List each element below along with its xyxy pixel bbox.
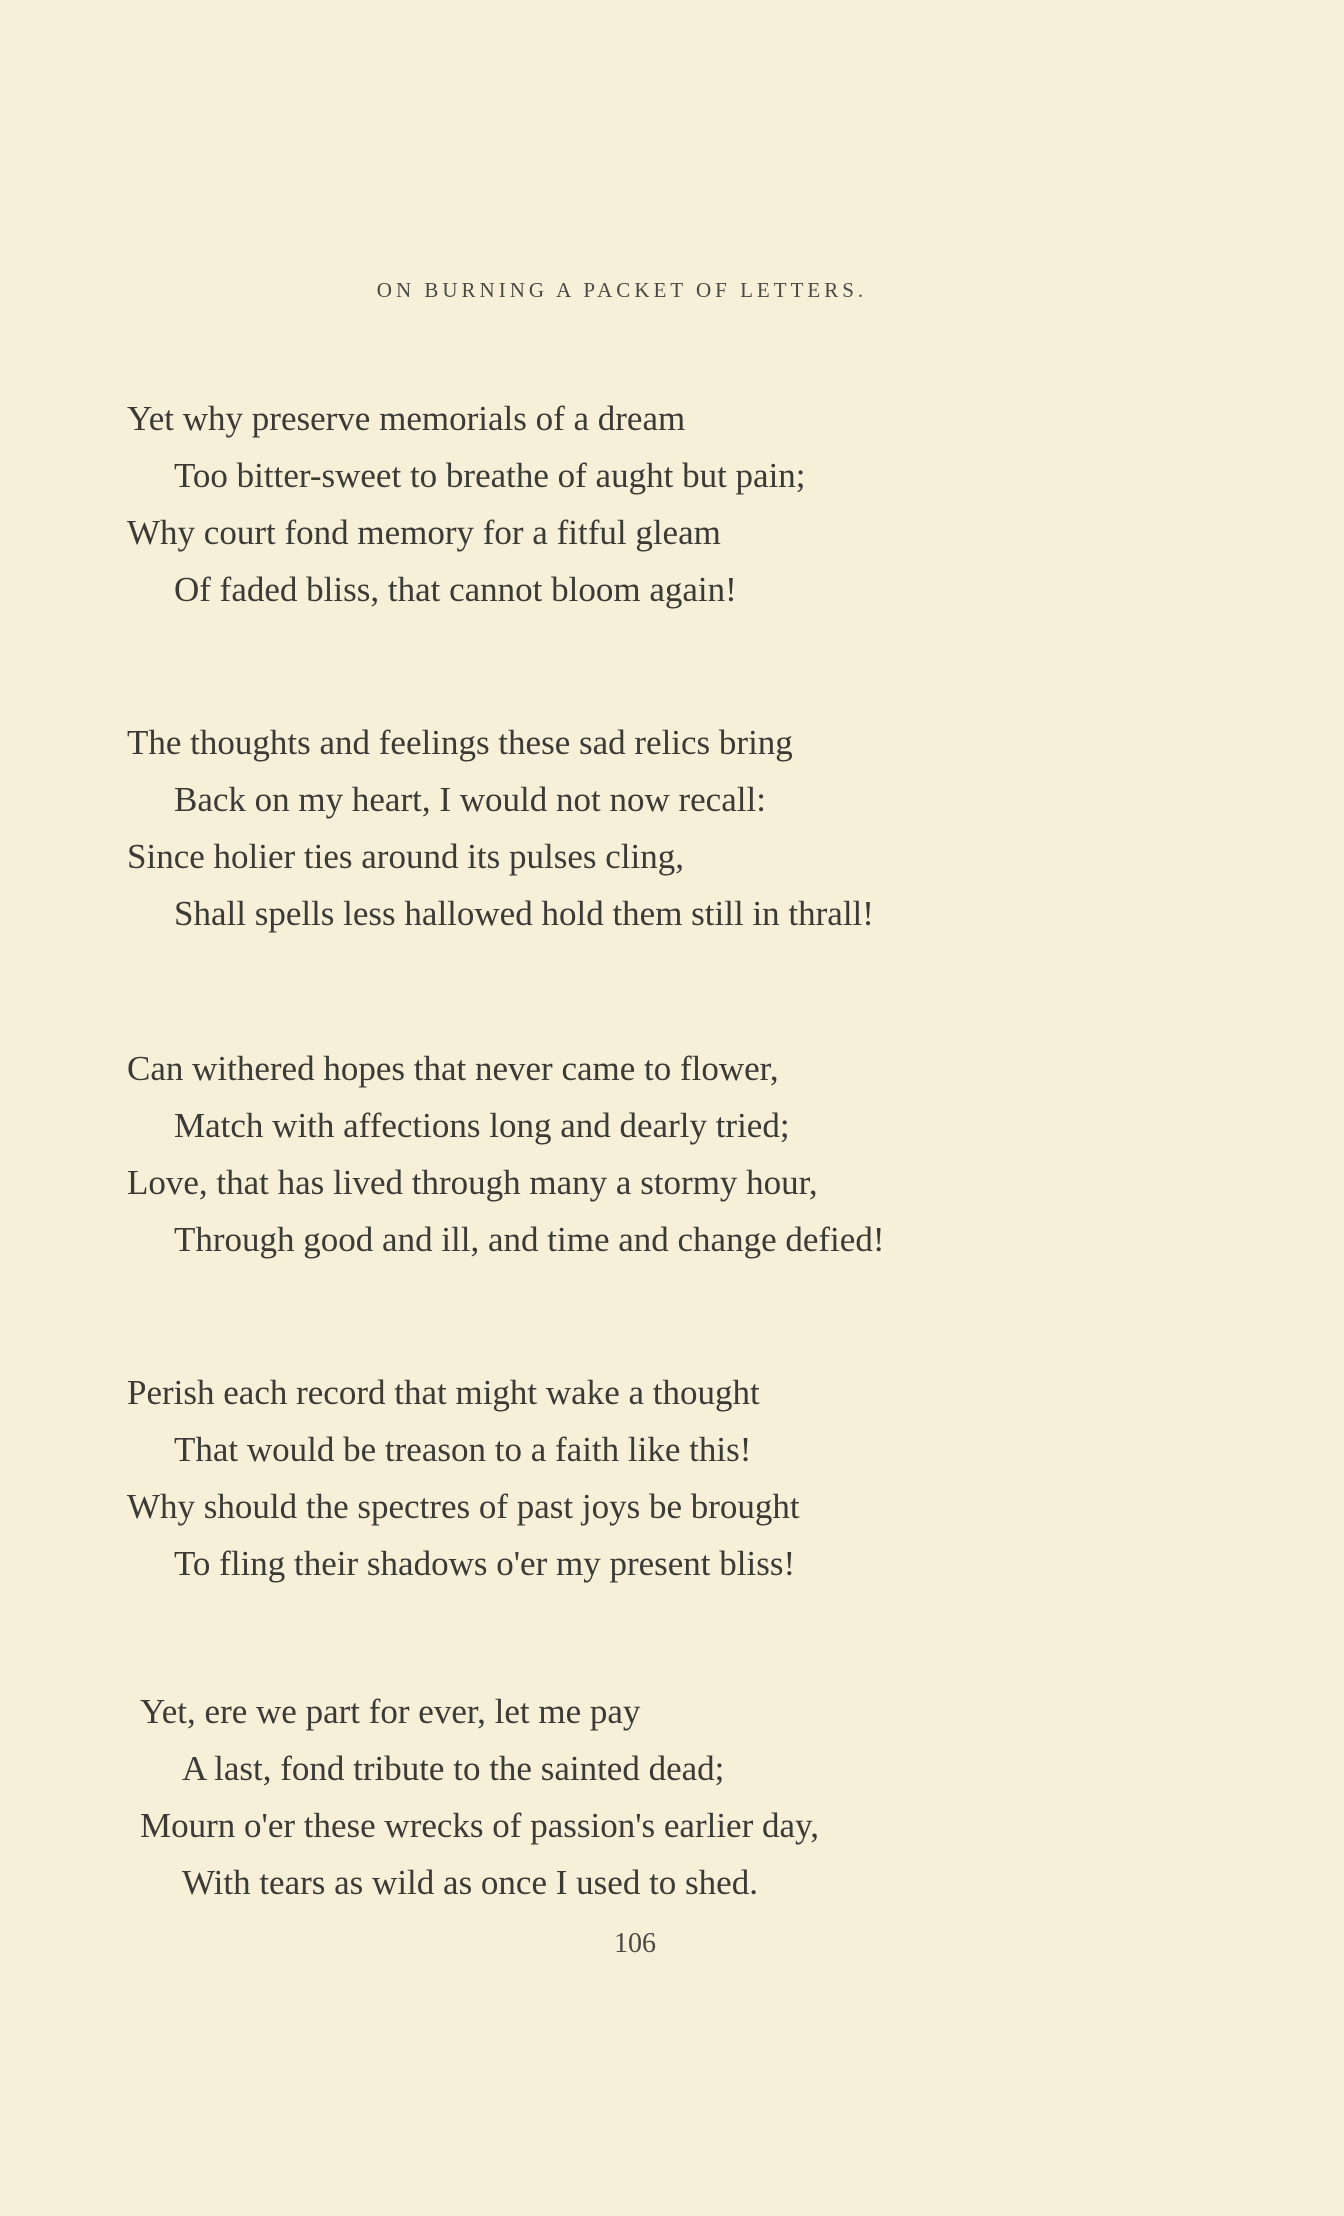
stanza-5 xyxy=(140,1683,819,1911)
stanza-4 xyxy=(127,1364,800,1592)
poem-line: Too bitter-sweet to breathe of aught but pain; xyxy=(174,456,806,495)
poem-line: That would be treason to a faith like this! xyxy=(174,1430,752,1469)
poem-line: Since holier ties around its pulses cling, xyxy=(127,837,684,876)
page-number: 106 xyxy=(614,1928,656,1959)
poem-line: Why should the spectres of past joys be brought xyxy=(127,1487,800,1526)
poem-line: The thoughts and feelings these sad relics bring xyxy=(127,723,793,762)
poem-line: Match with affections long and dearly tried; xyxy=(174,1106,790,1145)
poem-line: Shall spells less hallowed hold them still in thrall! xyxy=(174,894,874,933)
poem-line: Back on my heart, I would not now recall: xyxy=(174,780,766,819)
poem-line: Love, that has lived through many a stormy hour, xyxy=(127,1163,818,1202)
stanza-1 xyxy=(127,390,806,618)
poem-line: Yet why preserve memorials of a dream xyxy=(127,399,686,438)
poem-line: Of faded bliss, that cannot bloom again! xyxy=(174,570,737,609)
poem-line: Perish each record that might wake a thought xyxy=(127,1373,760,1412)
running-head: ON BURNING A PACKET OF LETTERS. xyxy=(376,278,868,302)
poem-line: Through good and ill, and time and change defied! xyxy=(174,1220,885,1259)
poem-line: With tears as wild as once I used to shed. xyxy=(182,1863,758,1902)
stanza-3 xyxy=(127,1040,884,1268)
poem-line: Yet, ere we part for ever, let me pay xyxy=(140,1692,641,1731)
poem-line: Mourn o'er these wrecks of passion's earlier day, xyxy=(140,1806,820,1845)
poem-line: Can withered hopes that never came to flower, xyxy=(127,1049,779,1088)
poem-line: To fling their shadows o'er my present bliss! xyxy=(174,1544,796,1583)
poem-line: A last, fond tribute to the sainted dead; xyxy=(182,1749,725,1788)
stanza-2 xyxy=(127,714,874,942)
poem-line: Why court fond memory for a fitful gleam xyxy=(127,513,721,552)
